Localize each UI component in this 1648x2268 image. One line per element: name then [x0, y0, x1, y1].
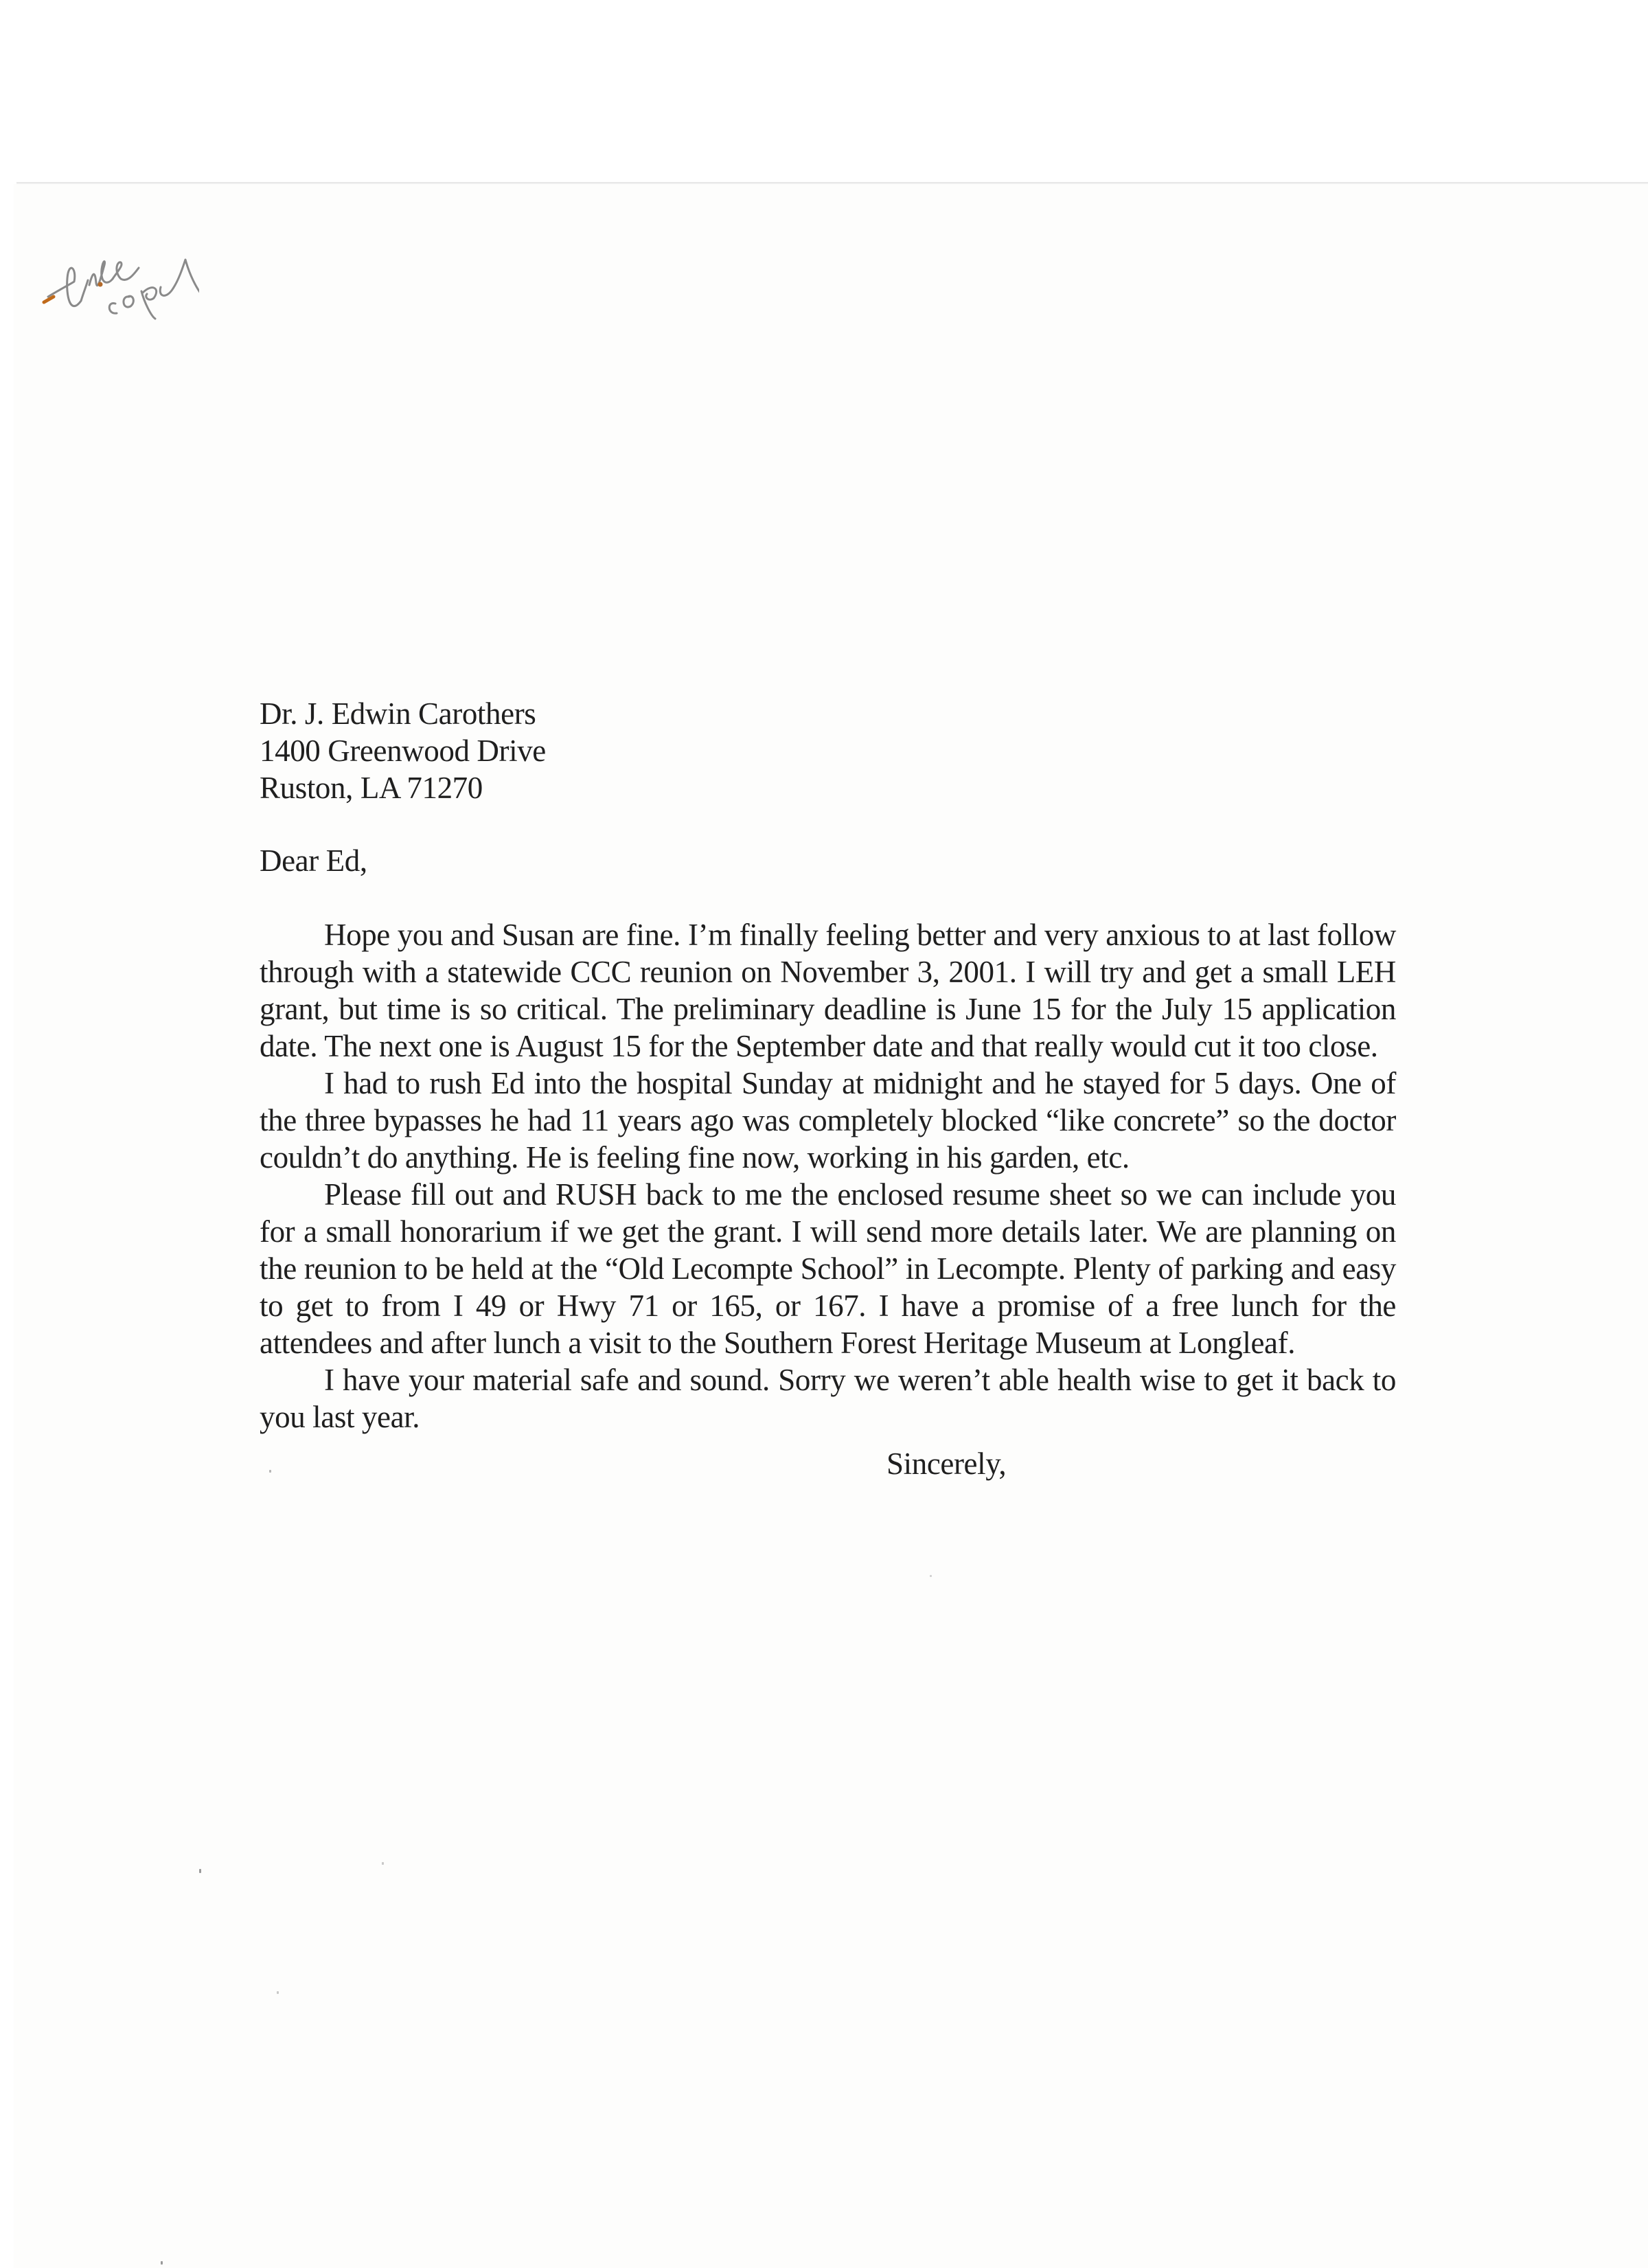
- letter-body: [260, 695, 1427, 1482]
- recipient-city-state-zip: Ruston, LA 71270: [260, 771, 483, 805]
- recipient-address-block: [260, 695, 1427, 806]
- scan-speck: [161, 2261, 163, 2265]
- handwriting-icon: [21, 220, 199, 323]
- scan-speck: [199, 1869, 201, 1873]
- recipient-street: 1400 Greenwood Drive: [260, 734, 546, 768]
- body-paragraph: Hope you and Susan are fine. I’m finally feeling better and very anxious to at last follow through with a statewide CCC reunion on November 3, 2001. I will try and get a small LEH grant, but time is so critical. The preliminary deadline is June 15 for the July 15 application date. The next one is August 15 for the September date and that really would cut it too close.: [260, 918, 1396, 1063]
- body-paragraph: I had to rush Ed into the hospital Sunday at midnight and he stayed for 5 days. One of the three bypasses he had 11 years ago was completely blocked “like concrete” so the doctor couldn’t do anything. He is feeling fine now, working in his garden, etc.: [260, 1066, 1396, 1175]
- scan-speck: [930, 1575, 932, 1577]
- salutation: Dear Ed,: [260, 843, 367, 878]
- scanner-margin: [0, 0, 1648, 183]
- handwritten-file-copy-note: [21, 220, 199, 323]
- scan-speck: [269, 1470, 271, 1473]
- closing: Sincerely,: [886, 1447, 1007, 1481]
- scan-speck: [277, 1991, 279, 1994]
- body-paragraph: I have your material safe and sound. Sorry we weren’t able health wise to get it back to you last year.: [260, 1363, 1396, 1434]
- scan-speck: [382, 1862, 384, 1865]
- body-paragraph: Please fill out and RUSH back to me the enclosed resume sheet so we can include you for a small honorarium if we get the grant. I will send more details later. We are planning on the reunion to be held at the “Old Lecompte School” in Lecompte. Plenty of parking and easy to get to from I 49 or Hwy 71 or 165, or 167. I have a promise of a free lunch for the attendees and after lunch a visit to the Southern Forest Heritage Museum at Longleaf.: [260, 1177, 1396, 1360]
- recipient-name: Dr. J. Edwin Carothers: [260, 696, 536, 731]
